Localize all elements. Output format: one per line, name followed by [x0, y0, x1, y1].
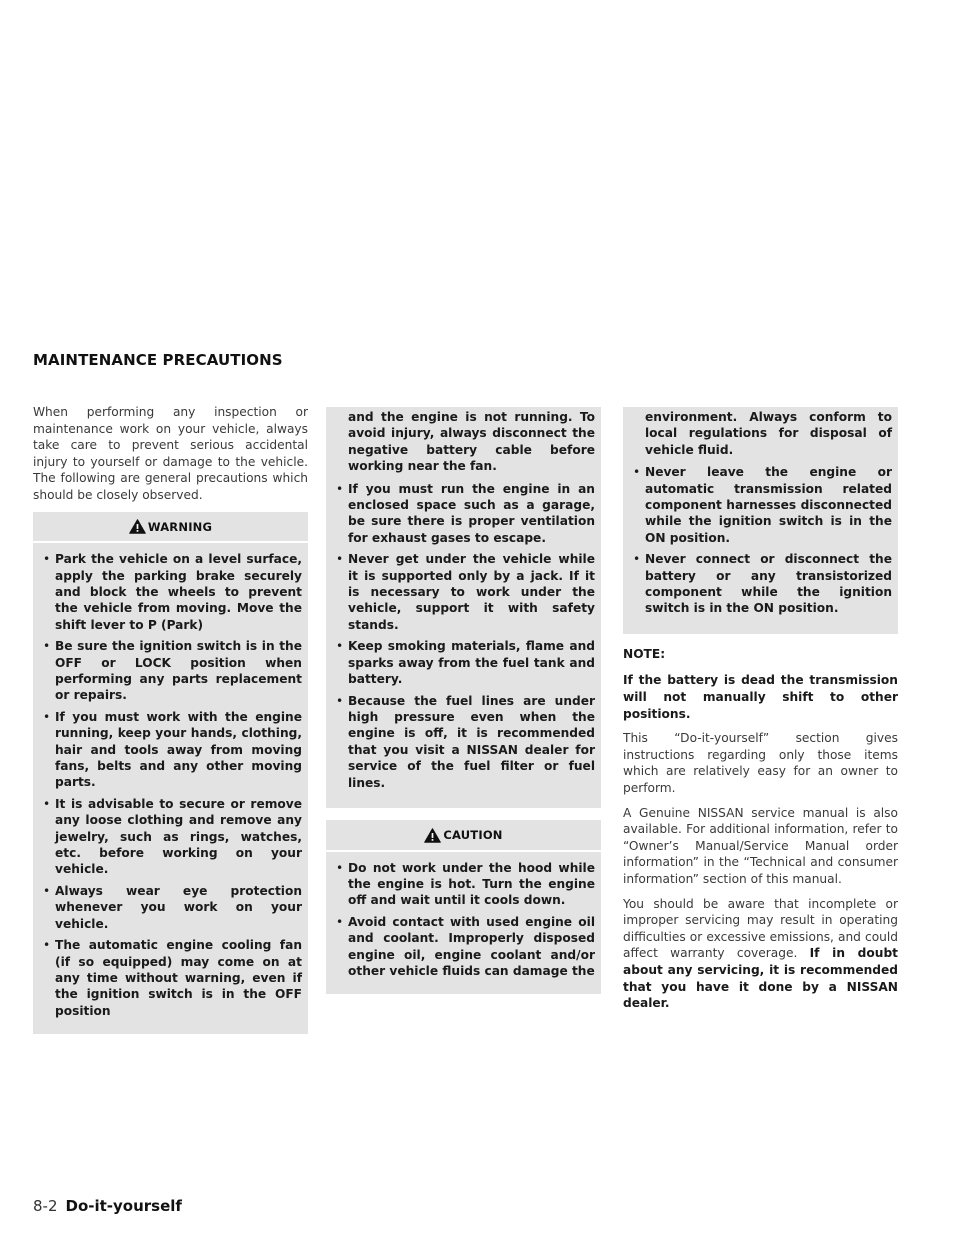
caution-list-continued	[629, 464, 892, 617]
list-item: • Always wear eye protection whenever you work on your vehicle.	[39, 883, 302, 932]
column-left	[33, 404, 308, 1034]
warning-box	[33, 512, 308, 1035]
body-paragraph: A Genuine NISSAN service manual is also available. For additional information, refer to “Owner’s Manual/Service Manual order information” in the “Technical and consumer information” section of this manual.	[623, 805, 898, 886]
list-item: • Avoid contact with used engine oil and coolant. Improperly disposed engine oil, engine coolant and/or other vehicle fluids can damage the	[332, 914, 595, 980]
warning-icon	[129, 519, 146, 534]
warning-body	[33, 541, 308, 1030]
page-footer	[33, 1197, 182, 1215]
caution-box	[326, 820, 601, 994]
caution-icon	[424, 828, 441, 843]
warning-list-continued	[332, 481, 595, 791]
warning-box-continued	[326, 407, 601, 808]
caution-body	[326, 850, 601, 991]
chapter-name: Do-it-yourself	[65, 1197, 182, 1215]
caution-label: CAUTION	[443, 827, 503, 842]
warning-continuation: and the engine is not running. To avoid injury, always disconnect the negative battery cable before working near the fan.	[348, 410, 595, 474]
caution-header	[326, 820, 601, 850]
intro-paragraph: When performing any inspection or maintenance work on your vehicle, always take care to prevent serious accidental injury to yourself or damage to the vehicle. The following are general precautions which should be closely observed.	[33, 405, 308, 502]
warning-label: WARNING	[147, 519, 213, 534]
list-item: • Because the fuel lines are under high pressure even when the engine is off, it is recommended that you visit a NISSAN dealer for service of the fuel filter or fuel lines.	[332, 693, 595, 791]
list-item: • Never connect or disconnect the battery or any transistorized component while the ignition switch is in the ON position.	[629, 551, 892, 617]
final-paragraph-text: You should be aware that incomplete or improper servicing may result in operating difficulties or excessive emissions, and could affect warranty coverage.	[623, 896, 898, 961]
list-item: • Never leave the engine or automatic transmission related component harnesses disconnected while the ignition switch is in the ON position.	[629, 464, 892, 546]
list-item: • Keep smoking materials, flame and sparks away from the fuel tank and battery.	[332, 638, 595, 687]
list-item: • Never get under the vehicle while it is supported only by a jack. If it is necessary to work under the vehicle, support it with safety stands.	[332, 551, 595, 633]
caution-box-continued	[623, 407, 898, 634]
list-item: • Do not work under the hood while the engine is hot. Turn the engine off and wait until it cools down.	[332, 860, 595, 909]
list-item: • Be sure the ignition switch is in the OFF or LOCK position when performing any parts replacement or repairs.	[39, 638, 302, 704]
list-item: • If you must work with the engine running, keep your hands, clothing, hair and tools away from moving fans, belts and any other moving parts.	[39, 709, 302, 791]
final-paragraph-bold: If in doubt about any servicing, it is recommended that you have it done by a NISSAN dealer.	[623, 946, 898, 1011]
final-paragraph	[623, 896, 898, 1012]
caution-continued-body	[623, 407, 898, 630]
caution-continuation: environment. Always conform to local regulations for disposal of vehicle fluid.	[645, 410, 892, 457]
caution-list	[332, 860, 595, 980]
body-paragraph: This “Do-it-yourself” section gives instructions regarding only those items which are relatively easy for an owner to perform.	[623, 731, 898, 796]
list-item: • Park the vehicle on a level surface, apply the parking brake securely and block the wheels to prevent the vehicle from moving. Move the shift lever to P (Park)	[39, 551, 302, 633]
page-number: 8-2	[33, 1197, 58, 1215]
column-right	[623, 407, 898, 1020]
warning-header	[33, 512, 308, 542]
list-item: • The automatic engine cooling fan (if so equipped) may come on at any time without warning, even if the ignition switch is in the OFF position	[39, 937, 302, 1019]
section-title: MAINTENANCE PRECAUTIONS	[33, 351, 283, 369]
note-text: If the battery is dead the transmission will not manually shift to other positions.	[623, 673, 898, 721]
note-label: NOTE:	[623, 646, 666, 661]
list-item: • It is advisable to secure or remove any loose clothing and remove any jewelry, such as rings, watches, etc. before working on your vehicle.	[39, 796, 302, 878]
warning-list	[39, 551, 302, 1019]
list-item: • If you must run the engine in an enclosed space such as a garage, be sure there is proper ventilation for exhaust gases to escape.	[332, 481, 595, 547]
column-middle	[326, 407, 601, 994]
warning-continued-body	[326, 407, 601, 804]
